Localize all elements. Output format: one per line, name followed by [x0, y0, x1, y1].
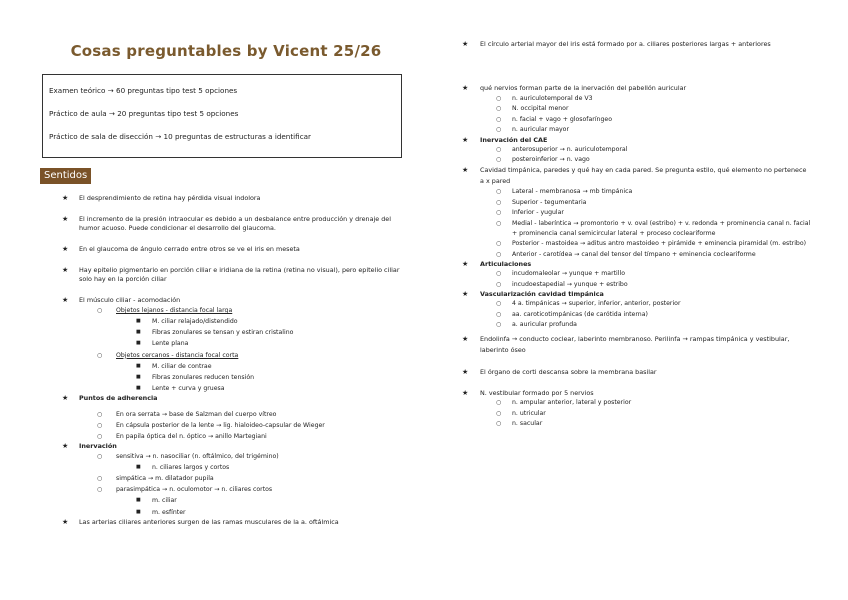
square-bullet-icon: ■ [136, 464, 141, 471]
list-subitem: ○ incudomaleolar → yunque + martillo [460, 269, 812, 279]
circle-bullet-icon: ○ [496, 105, 502, 113]
circle-bullet-icon: ○ [97, 351, 103, 359]
circle-bullet-icon: ○ [496, 115, 502, 123]
circle-bullet-icon: ○ [496, 270, 502, 278]
list-subsubitem: ■ m. esfínter [40, 507, 412, 518]
square-bullet-icon: ■ [136, 497, 141, 504]
circle-bullet-icon: ○ [97, 433, 103, 441]
list-subitem: ○ Medial - laberíntica → promontorio + v. oval (estribo) + v. redonda + prominencia canal n. facial + prominencia canal semicircular lateral + proceso cocleariforme [496, 219, 811, 238]
list-item: ★ Hay epitelio pigmentario en porción ciliar e iridiana de la retina (retina no visual), pero epitelio ciliar solo hay en la porción ciliar [62, 266, 400, 283]
list-item: ★ El órgano de corti descansa sobre la membrana basilar [462, 368, 657, 377]
star-bullet-icon: ★ [462, 260, 469, 269]
star-bullet-icon: ★ [62, 215, 69, 223]
star-bullet-icon: ★ [62, 296, 69, 304]
list-subitem: ○ En papila óptica del n. óptico → anillo Martegiani [97, 433, 267, 441]
right-column [460, 40, 812, 430]
square-bullet-icon: ■ [136, 318, 141, 324]
square-bullet-icon: ■ [136, 373, 141, 380]
circle-bullet-icon: ○ [496, 240, 502, 248]
star-bullet-icon: ★ [62, 517, 69, 526]
circle-bullet-icon: ○ [496, 320, 502, 328]
circle-bullet-icon: ○ [496, 198, 502, 206]
circle-bullet-icon: ○ [496, 280, 502, 288]
star-bullet-icon: ★ [462, 368, 469, 377]
list-item: ★ En el glaucoma de ángulo cerrado entre otros se ve el iris en meseta [62, 245, 300, 253]
list-subsubitem: ■ m. ciliar [40, 495, 412, 506]
list-subitem: ○ aa. caroticotimpánicas (de carótida interna) [460, 310, 812, 320]
circle-bullet-icon: ○ [97, 411, 103, 419]
circle-bullet-icon: ○ [97, 453, 103, 461]
circle-bullet-icon: ○ [496, 300, 502, 308]
circle-bullet-icon: ○ [496, 156, 502, 164]
list-subitem: ○ posteroinferior → n. vago [460, 155, 812, 165]
circle-bullet-icon: ○ [496, 310, 502, 318]
circle-bullet-icon: ○ [97, 307, 103, 314]
list-subsubitem: ■ Lente plana [40, 338, 412, 349]
list-subitem: ○ 4 a. timpánicas → superior, inferior, anterior, posterior [460, 299, 812, 309]
list-subitem: ○ Inferior - yugular [460, 208, 812, 218]
list-item: ★ Cavidad timpánica, paredes y qué hay en cada pared. Se pregunta estilo, qué elemento no pertenece a x pared [462, 166, 807, 186]
list-subitem: ○ n. facial + vago + glosofaríngeo [460, 115, 812, 125]
square-bullet-icon: ■ [136, 340, 141, 347]
list-subitem: ○ n. utricular [460, 409, 812, 419]
list-subitem: ○ parasimpática → n. oculomotor → n. ciliares cortos [97, 486, 273, 494]
star-bullet-icon: ★ [462, 84, 469, 92]
list-subitem: ○ n. ampular anterior, lateral y posterior [460, 398, 812, 408]
circle-bullet-icon: ○ [496, 126, 502, 134]
list-subsubitem: ■ M. ciliar de contrae [40, 361, 412, 372]
circle-bullet-icon: ○ [496, 95, 502, 102]
exam-dissection: Práctico de sala de disección → 10 preguntas de estructuras a identificar [49, 132, 312, 141]
list-subitem: ○ Lateral - membranosa → mb timpánica [460, 187, 812, 197]
list-item: ★ El desprendimiento de retina hay pérdida visual indolora [62, 194, 261, 202]
list-subsubitem: ■ Lente + curva y gruesa [40, 383, 412, 394]
square-bullet-icon: ■ [136, 329, 141, 336]
list-subitem: ○ anterosuperior → n. auriculotemporal [460, 145, 812, 155]
list-subitem: ○ incudoestapedial → yunque + estribo [460, 280, 812, 290]
star-bullet-icon: ★ [62, 442, 69, 451]
list-item: ★ El incremento de la presión intraocular es debido a un desbalance entre producción y drenaje del humor acuoso. Puede condicionar el desarrollo del glaucoma. [62, 215, 392, 232]
left-bullet-list [40, 194, 412, 527]
star-bullet-icon: ★ [62, 394, 69, 403]
list-subsubitem: ■ Fibras zonulares se tensan y estiran cristalino [40, 327, 412, 338]
circle-bullet-icon: ○ [496, 420, 502, 428]
star-bullet-icon: ★ [62, 266, 69, 274]
circle-bullet-icon: ○ [97, 486, 103, 494]
list-item: ★ El círculo arterial mayor del iris está formado por a. ciliares posteriores largas + anteriores [462, 40, 771, 48]
list-subitem: ○ Anterior - carotídea → canal del tensor del tímpano + eminencia cocleariforme [460, 250, 812, 260]
list-subitem: ○ n. auriculotemporal de V3 [460, 94, 812, 104]
list-subitem: ○ n. sacular [460, 419, 812, 429]
star-bullet-icon: ★ [462, 290, 469, 299]
list-subitem: ○ sensitiva → n. nasociliar (n. oftálmico, del trigémino) [97, 453, 279, 461]
list-item: ★ Vascularización cavidad timpánica [462, 290, 604, 299]
star-bullet-icon: ★ [462, 40, 469, 48]
list-subitem: ○ a. auricular profunda [460, 320, 812, 330]
exam-info-box [42, 74, 402, 158]
circle-bullet-icon: ○ [97, 475, 103, 483]
circle-bullet-icon: ○ [496, 250, 502, 258]
circle-bullet-icon: ○ [97, 422, 103, 430]
circle-bullet-icon: ○ [496, 145, 502, 153]
list-subsubitem: ■ Fibras zonulares reducen tensión [40, 372, 412, 383]
list-subsubitem: ■ M. ciliar relajado/distendido [40, 316, 412, 327]
star-bullet-icon: ★ [62, 194, 69, 202]
circle-bullet-icon: ○ [496, 188, 502, 196]
square-bullet-icon: ■ [136, 508, 141, 515]
circle-bullet-icon: ○ [496, 409, 502, 417]
circle-bullet-icon: ○ [496, 209, 502, 217]
list-subsubitem: ■ n. ciliares largos y cortos [40, 462, 412, 473]
star-bullet-icon: ★ [62, 245, 69, 253]
list-subitem: ○ Posterior - mastoidea → aditus antro mastoideo + pirámide + eminencia piramidal (m. estribo) [460, 239, 812, 249]
list-subitem: ○ En cápsula posterior de la lente → lig. hialoideo-capsular de Wieger [97, 422, 325, 430]
list-item: ★ Puntos de adherencia [62, 394, 158, 403]
list-subitem: ○ simpática → m. dilatador pupila [97, 475, 214, 483]
star-bullet-icon: ★ [462, 335, 469, 344]
list-item: ★ qué nervios forman parte de la inervación del pabellón auricular [462, 84, 687, 92]
left-column [40, 38, 412, 527]
list-subitem: ○ N. occipital menor [460, 104, 812, 114]
circle-bullet-icon: ○ [496, 399, 502, 407]
list-item: ★ Las arterias ciliares anteriores surgen de las ramas musculares de la a. oftálmica [62, 517, 339, 526]
list-item: ★ El músculo ciliar - acomodación [62, 296, 181, 304]
list-subitem: ○ Objetos cercanos - distancia focal corta [97, 351, 239, 359]
list-item: ★ Inervación [62, 442, 117, 451]
section-heading-sentidos: Sentidos [40, 168, 91, 184]
star-bullet-icon: ★ [462, 389, 469, 398]
square-bullet-icon: ■ [136, 385, 141, 392]
page-title: Cosas preguntables by Vicent 25/26 [70, 42, 382, 60]
circle-bullet-icon: ○ [496, 219, 502, 227]
right-bullet-list [460, 40, 812, 430]
list-subitem: ○ n. auricular mayor [460, 125, 812, 135]
star-bullet-icon: ★ [462, 135, 469, 144]
list-subitem: ○ En ora serrata → base de Salzman del cuerpo vítreo [97, 411, 277, 419]
list-item: ★ Articulaciones [462, 260, 532, 269]
square-bullet-icon: ■ [136, 362, 141, 369]
exam-classroom: Práctico de aula → 20 preguntas tipo test 5 opciones [49, 109, 239, 118]
list-subitem: ○ Objetos lejanos - distancia focal larga [97, 307, 233, 314]
list-subitem: ○ Superior - tegumentaria [460, 198, 812, 208]
list-item: ★ Endolinfa → conducto coclear, laberinto membranoso. Perilinfa → rampas timpánica y vestibular, laberinto óseo [462, 335, 790, 355]
exam-theory: Examen teórico → 60 preguntas tipo test 5 opciones [49, 86, 238, 95]
list-item: ★ N. vestibular formado por 5 nervios [462, 389, 594, 398]
star-bullet-icon: ★ [462, 166, 469, 175]
list-item: ★ Inervación del CAE [462, 135, 548, 144]
